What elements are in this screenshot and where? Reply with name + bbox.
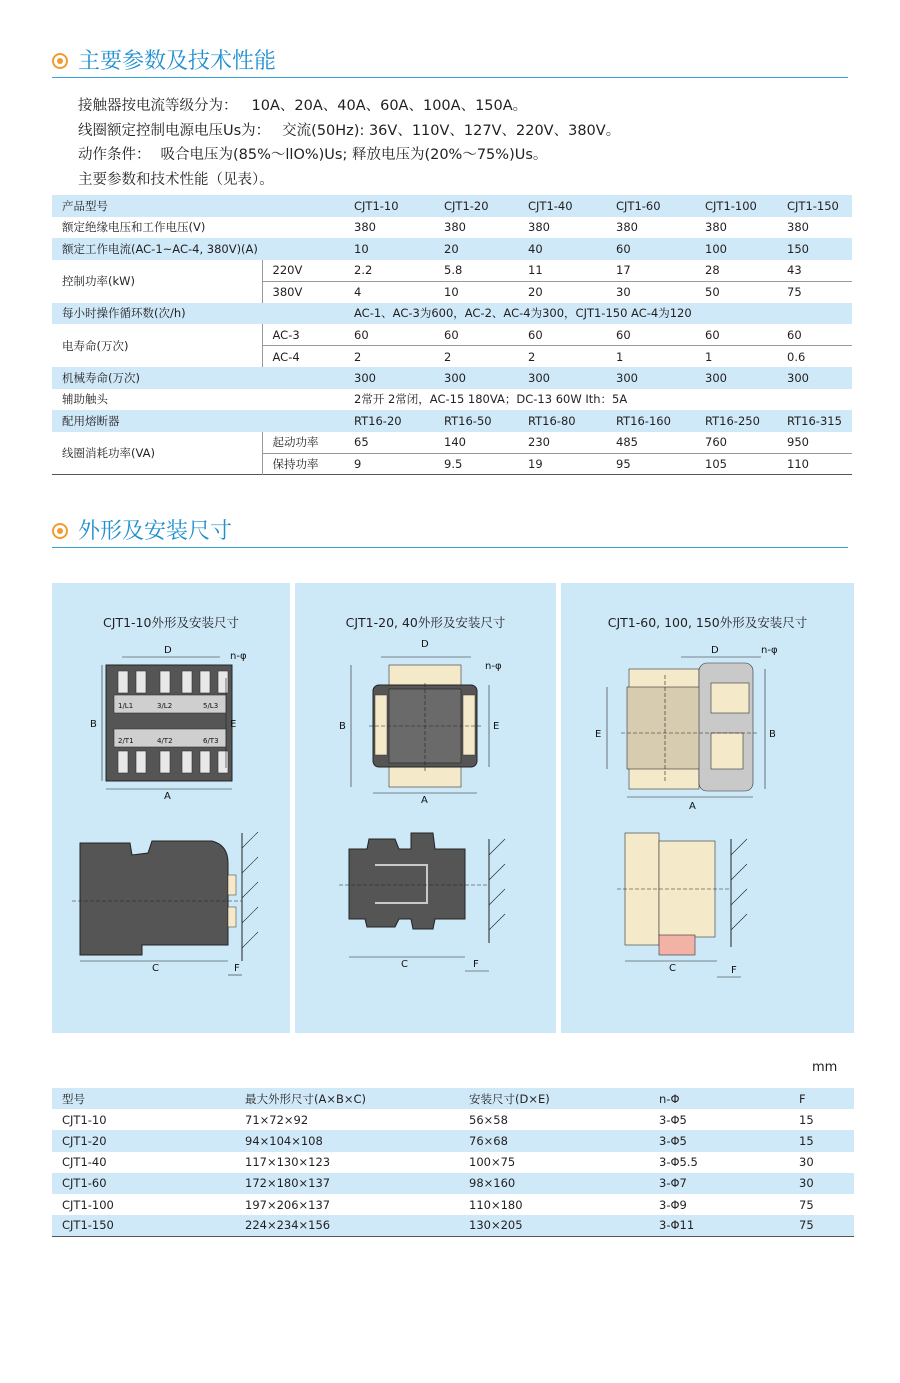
spec-row-coil-start: 线圈消耗功率(VA) 起动功率 65 140 230 485 760 950 bbox=[52, 432, 852, 454]
svg-text:D: D bbox=[421, 639, 429, 650]
spec-row-elec-ac4: AC-4 2 2 2 1 1 0.6 bbox=[52, 346, 852, 368]
diagram-caption: CJT1-20, 40外形及安装尺寸 bbox=[345, 615, 506, 630]
svg-text:A: A bbox=[421, 795, 428, 806]
svg-text:F: F bbox=[731, 965, 737, 976]
svg-text:B: B bbox=[90, 719, 97, 730]
spec-row-cycles: 每小时操作循环数(次/h) AC-1、AC-3为600，AC-2、AC-4为300，CJT1-150 AC-4为120 bbox=[52, 303, 852, 325]
svg-text:n-φ: n-φ bbox=[761, 645, 778, 656]
svg-text:4/T2: 4/T2 bbox=[157, 737, 173, 745]
svg-text:F: F bbox=[234, 963, 240, 974]
spec-row-fuse: 配用熔断器 RT16-20 RT16-50 RT16-80 RT16-160 RT16-250 RT16-315 bbox=[52, 410, 852, 432]
spec-row-power-220: 控制功率(kW) 220V 2.2 5.8 11 17 28 43 bbox=[52, 260, 852, 282]
section-title: 主要参数及技术性能 bbox=[78, 49, 277, 74]
svg-text:C: C bbox=[401, 959, 408, 970]
svg-text:E: E bbox=[493, 721, 500, 732]
spec-row-insulation: 额定绝缘电压和工作电压(V) 380 380 380 380 380 380 bbox=[52, 217, 852, 239]
spec-row-coil-hold: 保持功率 9 9.5 19 95 105 110 bbox=[52, 453, 852, 475]
side-body bbox=[80, 841, 228, 955]
table-row: CJT1-150 224×234×156 130×205 3-Φ11 75 bbox=[52, 1215, 854, 1236]
section-header-params bbox=[52, 46, 848, 78]
dim-header-row: 型号 最大外形尺寸(A×B×C) 安装尺寸(D×E) n-Φ F bbox=[52, 1088, 854, 1109]
spec-row-current: 额定工作电流(AC-1~AC-4, 380V)(A) 10 20 40 60 100 150 bbox=[52, 238, 852, 260]
svg-text:E: E bbox=[230, 719, 237, 730]
intro-text bbox=[78, 94, 620, 192]
svg-text:5/L3: 5/L3 bbox=[203, 702, 219, 710]
spec-row-elec-ac3: 电寿命(万次) AC-3 60 60 60 60 60 60 bbox=[52, 324, 852, 346]
svg-text:3/L2: 3/L2 bbox=[157, 702, 173, 710]
section-header-dimensions bbox=[52, 516, 848, 548]
svg-text:n-φ: n-φ bbox=[485, 661, 502, 672]
svg-text:D: D bbox=[164, 645, 172, 656]
svg-text:B: B bbox=[339, 721, 346, 732]
diagram-panel-cjt1-20-40 bbox=[295, 583, 556, 1033]
table-row: CJT1-60 172×180×137 98×160 3-Φ7 30 bbox=[52, 1173, 854, 1194]
svg-text:6/T3: 6/T3 bbox=[203, 737, 219, 745]
intro-line-1: 接触器按电流等级分为： 10A、20A、40A、60A、100A、150A。 bbox=[78, 98, 528, 114]
unit-label: mm bbox=[812, 1060, 838, 1075]
intro-line-3: 动作条件： 吸合电压为(85%～llO%)Us; 释放电压为(20%～75%)Us。 bbox=[78, 147, 548, 163]
svg-text:B: B bbox=[769, 729, 776, 740]
spec-row-aux: 辅助触头 2常开 2常闭，AC-15 180VA；DC-13 60W Ith：5A bbox=[52, 389, 852, 411]
circle-bullet-icon bbox=[52, 53, 68, 69]
svg-text:F: F bbox=[473, 959, 479, 970]
section-title: 外形及安装尺寸 bbox=[78, 519, 233, 544]
circle-bullet-icon bbox=[52, 523, 68, 539]
svg-text:n-φ: n-φ bbox=[230, 651, 247, 662]
diagram-caption: CJT1-10外形及安装尺寸 bbox=[103, 615, 239, 630]
svg-text:A: A bbox=[164, 791, 171, 802]
table-row: CJT1-10 71×72×92 56×58 3-Φ5 15 bbox=[62, 1112, 814, 1127]
diagram-caption: CJT1-60, 100, 150外形及安装尺寸 bbox=[607, 615, 808, 630]
intro-line-2: 线圈额定控制电源电压Us为： 交流(50Hz): 36V、110V、127V、220V、380V。 bbox=[78, 122, 621, 139]
diagram-panel-cjt1-10 bbox=[52, 583, 290, 1033]
diagram-panel-cjt1-60-100-150 bbox=[561, 583, 854, 1033]
svg-text:2/T1: 2/T1 bbox=[118, 737, 134, 745]
svg-text:E: E bbox=[595, 729, 602, 740]
side-body bbox=[349, 833, 465, 929]
cjt1-10-drawing bbox=[52, 583, 290, 1033]
table-row: CJT1-100 197×206×137 110×180 3-Φ9 75 bbox=[62, 1197, 814, 1212]
intro-line-4: 主要参数和技术性能（见表）。 bbox=[78, 171, 274, 188]
cjt1-60-150-drawing bbox=[561, 583, 854, 1033]
table-row: CJT1-20 94×104×108 76×68 3-Φ5 15 bbox=[52, 1130, 854, 1151]
svg-text:D: D bbox=[711, 645, 719, 656]
table-row: CJT1-40 117×130×123 100×75 3-Φ5.5 30 bbox=[62, 1155, 814, 1170]
spec-row-power-380: 380V 4 10 20 30 50 75 bbox=[52, 281, 852, 303]
svg-text:A: A bbox=[689, 801, 696, 812]
spec-row-mech-life: 机械寿命(万次) 300 300 300 300 300 300 bbox=[52, 367, 852, 389]
spec-header-row: 产品型号 CJT1-10 CJT1-20 CJT1-40 CJT1-60 CJT1-100 CJT1-150 bbox=[52, 195, 852, 217]
dimension-table bbox=[52, 1088, 854, 1237]
svg-text:C: C bbox=[669, 963, 676, 974]
svg-text:1/L1: 1/L1 bbox=[118, 702, 134, 710]
svg-text:C: C bbox=[152, 963, 159, 974]
spec-table bbox=[52, 195, 852, 475]
cjt1-20-40-drawing bbox=[295, 583, 556, 1033]
